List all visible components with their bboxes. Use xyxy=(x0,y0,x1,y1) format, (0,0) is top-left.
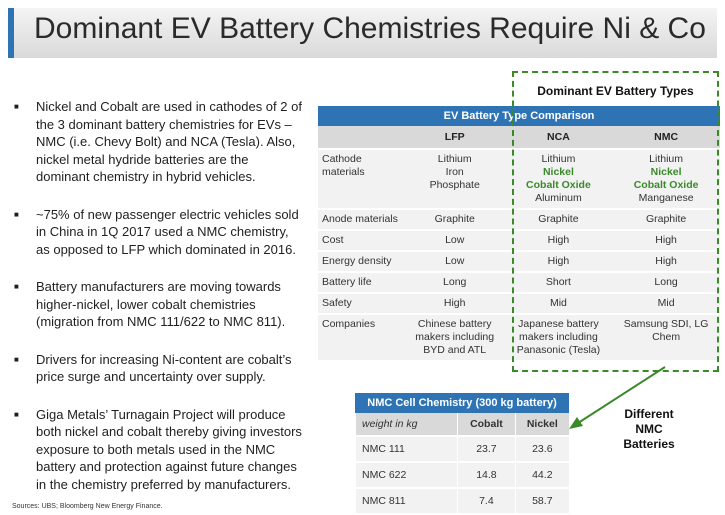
row-label: Cost xyxy=(318,230,405,251)
sources-note: Sources: UBS; Bloomberg New Energy Finance. xyxy=(12,503,163,510)
row-label: NMC 811 xyxy=(356,488,458,513)
label-line: Batteries xyxy=(623,437,675,451)
cell-line-highlight: Cobalt Oxide xyxy=(526,179,591,191)
bullet-item: ■ ~75% of new passenger electric vehicles sold in China in 1Q 2017 used a NMC chemistry, as opposed to LFP which dominated in 2016. xyxy=(14,206,304,259)
cell-lfp: Low xyxy=(405,251,505,272)
row-label: Safety xyxy=(318,293,405,314)
cell-nca: Mid xyxy=(505,293,613,314)
cell-nickel: 23.6 xyxy=(515,436,569,462)
ev-table-header-lfp: LFP xyxy=(405,126,505,149)
cell-nca: Graphite xyxy=(505,209,613,230)
different-nmc-label xyxy=(612,407,686,452)
bullet-item: ■ Drivers for increasing Ni-content are cobalt’s price surge and uncertainty over supply. xyxy=(14,351,304,386)
row-label-cathode: Cathode materials xyxy=(318,149,405,209)
cell-lfp-cathode xyxy=(405,149,505,209)
cell-nca: High xyxy=(505,251,613,272)
cell-cobalt: 14.8 xyxy=(458,462,515,488)
dominant-types-label: Dominant EV Battery Types xyxy=(537,84,694,98)
cell-nmc: High xyxy=(612,251,720,272)
cell-lfp: Long xyxy=(405,272,505,293)
table-row xyxy=(356,436,570,462)
cell-line-highlight: Cobalt Oxide xyxy=(633,179,699,191)
nmc-header-cobalt: Cobalt xyxy=(458,413,515,436)
dominant-types-highlight-box xyxy=(512,71,719,372)
cell-cobalt: 23.7 xyxy=(458,436,515,462)
cell-nca: Short xyxy=(505,272,613,293)
cell-lfp: Chinese battery makers including BYD and ATL xyxy=(405,314,505,360)
cell-nca: High xyxy=(505,230,613,251)
title-bar xyxy=(8,8,717,58)
cell-nmc: Samsung SDI, LG Chem xyxy=(612,314,720,360)
cell-line: Iron xyxy=(445,166,464,178)
row-label: Companies xyxy=(318,314,405,360)
nmc-table-caption: NMC Cell Chemistry (300 kg battery) xyxy=(355,393,569,413)
nmc-cell-chemistry-table xyxy=(355,393,569,513)
row-label: Anode materials xyxy=(318,209,405,230)
cell-nmc: High xyxy=(612,230,720,251)
cell-line: Manganese xyxy=(638,192,694,204)
page-title: Dominant EV Battery Chemistries Require Ni & Co xyxy=(34,12,706,45)
cell-line-highlight: Nickel xyxy=(650,166,682,178)
ev-table-header-blank xyxy=(318,126,405,149)
bullet-item: ■ Nickel and Cobalt are used in cathodes of 2 of the 3 dominant battery chemistries for EVs – NMC (i.e. Chevy Bolt) and NCA (Tesla). Also, nickel metal hydride batteries are the dominant chemistry in hybrid vehicles. xyxy=(14,98,304,186)
cell-lfp: High xyxy=(405,293,505,314)
row-label: NMC 622 xyxy=(356,462,458,488)
cell-nmc: Mid xyxy=(612,293,720,314)
row-label: NMC 111 xyxy=(356,436,458,462)
nmc-header-weight: weight in kg xyxy=(356,413,458,436)
bullet-item: ■ Giga Metals’ Turnagain Project will produce both nickel and cobalt thereby giving investors exposure to both metals used in the NMC battery and protection against future changes in the chemistry preferred by manufacturers. xyxy=(14,406,304,494)
bullet-item: ■ Battery manufacturers are moving towards higher-nickel, lower cobalt chemistries (migration from NMC 111/622 to NMC 811). xyxy=(14,278,304,331)
cell-line: Aluminum xyxy=(535,192,582,204)
label-line: Different xyxy=(624,407,674,421)
bullet-list xyxy=(14,98,304,493)
table-row xyxy=(356,488,570,513)
table-row xyxy=(356,462,570,488)
ev-table-header-nmc: NMC xyxy=(612,126,720,149)
cell-lfp: Graphite xyxy=(405,209,505,230)
cell-line: Lithium xyxy=(437,153,472,165)
cell-nickel: 58.7 xyxy=(515,488,569,513)
label-line: NMC xyxy=(635,422,663,436)
cell-line: Phosphate xyxy=(429,179,480,191)
cell-nmc: Graphite xyxy=(612,209,720,230)
cell-line: Lithium xyxy=(541,153,576,165)
nmc-header-nickel: Nickel xyxy=(515,413,569,436)
cell-cobalt: 7.4 xyxy=(458,488,515,513)
row-label: Battery life xyxy=(318,272,405,293)
nmc-table-header-row xyxy=(356,413,570,436)
cell-nickel: 44.2 xyxy=(515,462,569,488)
ev-table-header-nca: NCA xyxy=(505,126,613,149)
cell-nmc: Long xyxy=(612,272,720,293)
cell-nca: Japanese battery makers including Panasonic (Tesla) xyxy=(505,314,613,360)
cell-lfp: Low xyxy=(405,230,505,251)
cell-line-highlight: Nickel xyxy=(542,166,574,178)
cell-line: Lithium xyxy=(649,153,684,165)
ev-table-caption: EV Battery Type Comparison xyxy=(318,106,720,126)
row-label: Energy density xyxy=(318,251,405,272)
